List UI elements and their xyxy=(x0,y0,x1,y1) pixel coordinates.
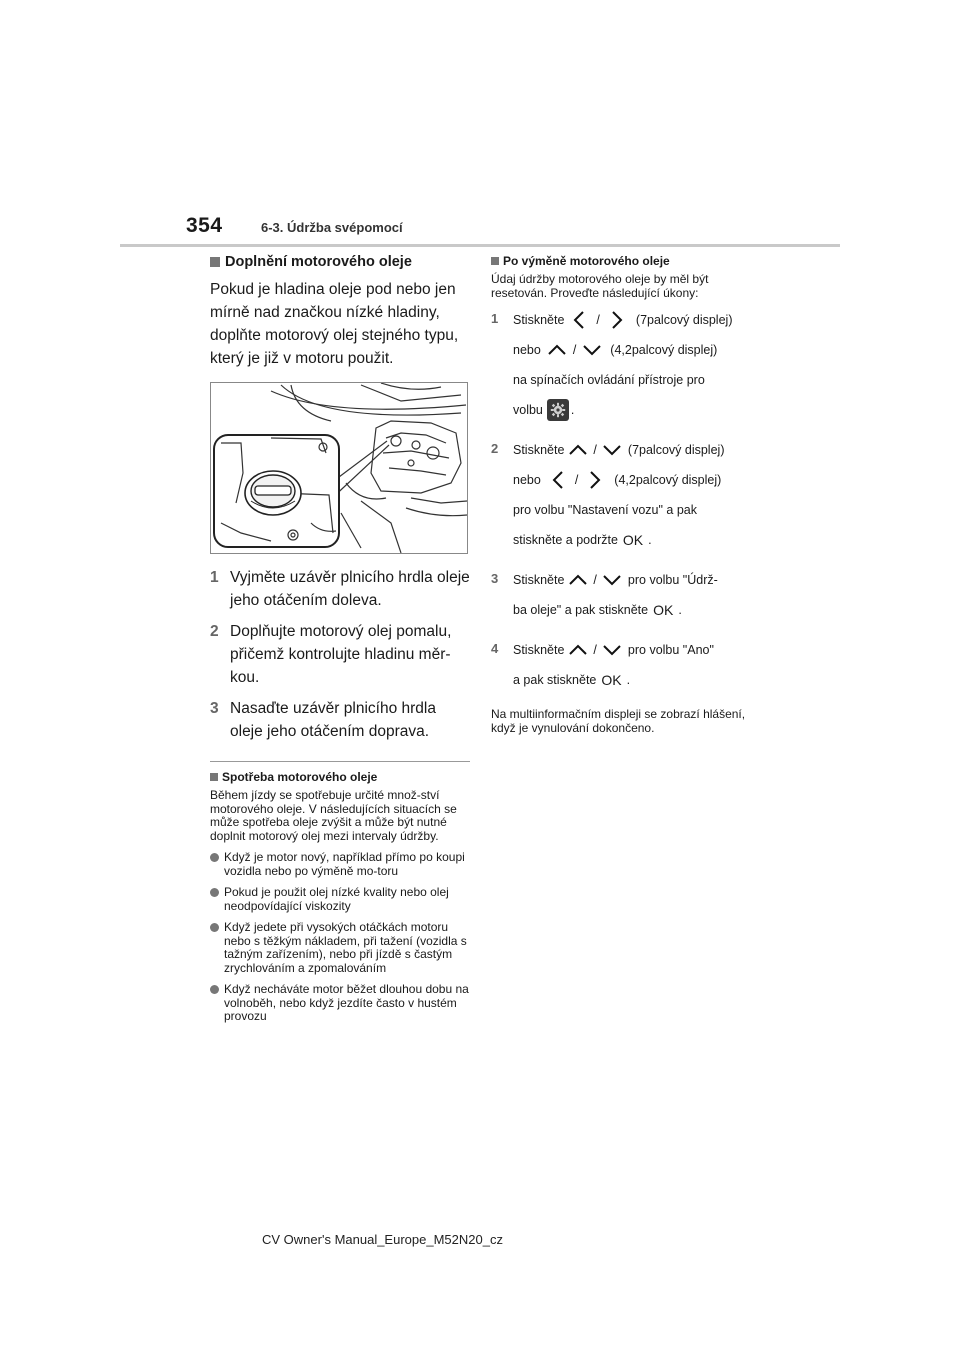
chevron-left-icon xyxy=(570,310,590,330)
square-bullet-icon xyxy=(210,257,220,267)
step-text: Stiskněte xyxy=(513,313,565,327)
after-change-heading-text: Po výměně motorového oleje xyxy=(503,254,670,268)
list-item xyxy=(210,851,470,878)
chevron-right-icon xyxy=(606,310,626,330)
step-text: na spínačích ovládání přístroje pro xyxy=(513,373,705,387)
step-number: 2 xyxy=(210,623,219,640)
chevron-up-icon xyxy=(568,440,588,460)
step-text: ba oleje" a pak stiskněte xyxy=(513,603,649,617)
step-line xyxy=(513,398,756,422)
step-text: volbu xyxy=(513,403,543,417)
step-text: . xyxy=(626,673,631,687)
slash-text: / xyxy=(572,343,577,357)
step-text: Doplňujte motorový olej pomalu, přičemž kontrolujte hladinu měr-kou. xyxy=(230,623,452,686)
chevron-up-icon xyxy=(547,340,567,360)
step-text: pro volbu "Údrž- xyxy=(627,573,718,587)
list-item xyxy=(210,886,470,913)
after-change-heading xyxy=(491,254,756,268)
step-number: 3 xyxy=(491,571,499,586)
gear-icon xyxy=(547,399,569,421)
step-line xyxy=(513,468,756,492)
after-change-outro: Na multiinformačním displeji se zobrazí hlášení, když je vynulování dokončeno. xyxy=(491,707,746,735)
step-line xyxy=(513,668,756,692)
step-line xyxy=(513,308,756,332)
square-bullet-icon xyxy=(210,773,218,781)
slash-text: / xyxy=(593,573,597,587)
right-column xyxy=(491,254,756,743)
header-rule xyxy=(120,244,840,247)
consumption-heading-text: Spotřeba motorového oleje xyxy=(222,770,378,784)
chevron-down-icon xyxy=(602,570,622,590)
list-item xyxy=(210,921,470,975)
refill-step-1 xyxy=(210,566,470,612)
step-text: pro volbu "Nastavení vozu" a pak xyxy=(513,503,697,517)
step-line xyxy=(513,638,756,662)
step-text: nebo xyxy=(513,473,541,487)
step-text: stiskněte a podržte xyxy=(513,533,618,547)
refill-heading xyxy=(210,254,470,270)
footer-text: CV Owner's Manual_Europe_M52N20_cz xyxy=(262,1232,503,1247)
step-text: pro volbu "Ano" xyxy=(627,643,714,657)
consumption-heading xyxy=(210,770,470,784)
footer xyxy=(0,1232,960,1247)
chevron-down-icon xyxy=(602,440,622,460)
step-number: 2 xyxy=(491,441,499,456)
slash-text: / xyxy=(596,313,600,327)
subsection-rule xyxy=(210,761,470,762)
step-line xyxy=(513,528,756,552)
bullet-dot-icon xyxy=(210,985,219,994)
step-number: 3 xyxy=(210,700,219,717)
step-text: (7palcový displej) xyxy=(627,443,725,457)
step-text: Stiskněte xyxy=(513,443,565,457)
refill-step-3 xyxy=(210,697,470,743)
refill-intro: Pokud je hladina oleje pod nebo jen mírně nad značkou nízké hladiny, doplňte motorový olej stejného typu, který je již v motoru použit. xyxy=(210,281,459,367)
slash-text: / xyxy=(574,473,579,487)
step-line xyxy=(513,338,756,362)
page-number: 354 xyxy=(186,214,223,237)
after-change-intro: Údaj údržby motorového oleje by měl být resetován. Proveďte následující úkony: xyxy=(491,272,709,300)
step-text: nebo xyxy=(513,343,541,357)
step-line xyxy=(513,498,756,522)
refill-heading-text: Doplnění motorového oleje xyxy=(225,254,412,270)
chevron-up-icon xyxy=(568,640,588,660)
list-item-text: Když necháváte motor běžet dlouhou dobu na volnoběh, nebo když jezdíte často v hustém provozu xyxy=(224,982,469,1023)
bullet-dot-icon xyxy=(210,923,219,932)
step-line xyxy=(513,598,756,622)
chevron-up-icon xyxy=(568,570,588,590)
reset-step-4 xyxy=(491,638,756,698)
list-item xyxy=(210,983,470,1024)
step-number: 1 xyxy=(210,569,219,586)
step-text: (4,2palcový displej) xyxy=(614,473,722,487)
step-text: (4,2palcový displej) xyxy=(610,343,718,357)
left-column xyxy=(210,254,470,1032)
step-text: Nasaďte uzávěr plnicího hrdla oleje jeho otáčením doprava. xyxy=(230,700,436,740)
engine-bay-drawing xyxy=(211,383,467,553)
list-item-text: Pokud je použit olej nízké kvality nebo olej neodpovídající viskozity xyxy=(224,885,449,913)
step-text: . xyxy=(648,533,652,547)
slash-text: / xyxy=(593,643,597,657)
step-text: Stiskněte xyxy=(513,573,565,587)
step-text: a pak stiskněte xyxy=(513,673,597,687)
reset-step-1 xyxy=(491,308,756,428)
reset-step-2 xyxy=(491,438,756,558)
bullet-dot-icon xyxy=(210,888,219,897)
step-line xyxy=(513,438,756,462)
list-item-text: Když jedete při vysokých otáčkách motoru nebo s těžkým nákladem, při tažení (vozidla s tažným zařízením), nebo při jízdě s častým zrychlováním a zpomalováním xyxy=(224,920,467,975)
square-bullet-icon xyxy=(491,257,499,265)
slash-text: / xyxy=(593,443,597,457)
step-line xyxy=(513,568,756,592)
oil-cap-illustration xyxy=(210,382,468,554)
reset-step-3 xyxy=(491,568,756,628)
step-number: 1 xyxy=(491,311,499,326)
chevron-down-icon xyxy=(602,640,622,660)
step-text: . xyxy=(570,403,575,417)
refill-step-2 xyxy=(210,620,470,689)
step-number: 4 xyxy=(491,641,499,656)
ok-icon: OK xyxy=(653,602,674,618)
list-item-text: Když je motor nový, například přímo po koupi vozidla nebo po výměně mo-toru xyxy=(224,850,465,878)
step-text: Stiskněte xyxy=(513,643,565,657)
chevron-right-icon xyxy=(584,470,604,490)
section-title: 6-3. Údržba svépomocí xyxy=(261,220,403,235)
chevron-left-icon xyxy=(549,470,569,490)
step-line xyxy=(513,368,756,392)
bullet-dot-icon xyxy=(210,853,219,862)
ok-icon: OK xyxy=(601,672,622,688)
consumption-text: Během jízdy se spotřebuje určité množ-ství motorového oleje. V následujících situacích se může spotřeba oleje zvýšit a může být nutné doplnit motorový olej mezi intervaly údržby. xyxy=(210,788,457,843)
step-text: . xyxy=(678,603,682,617)
chevron-down-icon xyxy=(582,340,602,360)
step-text: (7palcový displej) xyxy=(635,313,733,327)
step-text: Vyjměte uzávěr plnicího hrdla oleje jeho otáčením doleva. xyxy=(230,569,470,609)
ok-icon: OK xyxy=(622,532,644,548)
